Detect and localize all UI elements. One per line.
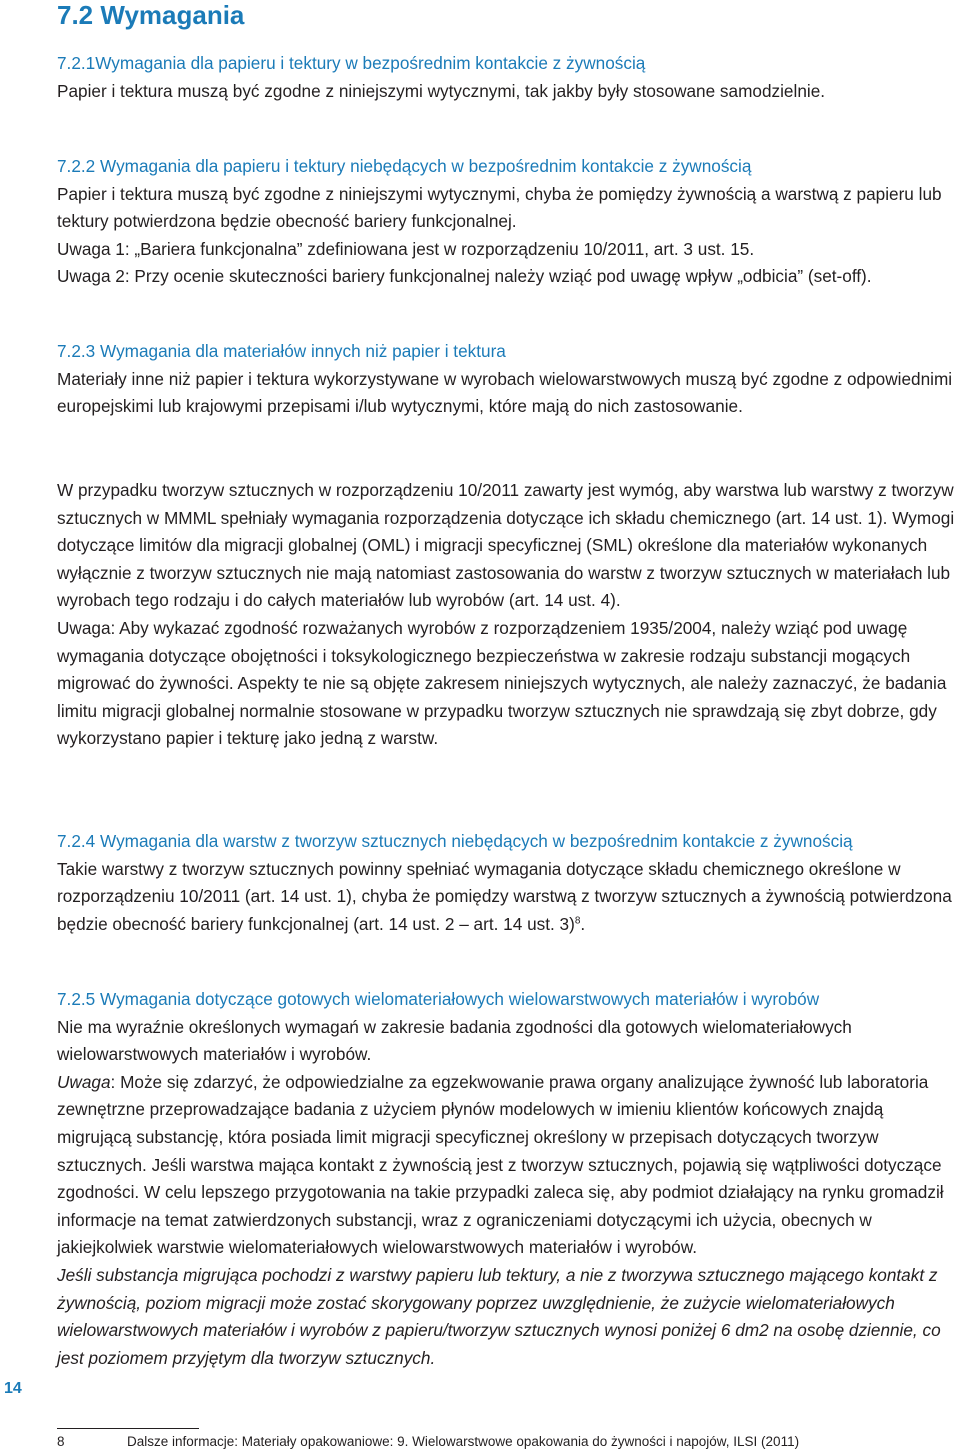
footnote-divider — [57, 1428, 199, 1429]
section-7-2-2-note-2: Uwaga 2: Przy ocenie skuteczności bariery funkcjonalnej należy wziąć pod uwagę wpływ „odbicia” (set-off). — [57, 266, 872, 287]
section-7-2-1 — [57, 50, 957, 105]
section-7-2-2-note-1: Uwaga 1: „Bariera funkcjonalna” zdefiniowana jest w rozporządzeniu 10/2011, art. 3 ust. 15. — [57, 238, 755, 259]
section-7-2-2-heading: 7.2.2 Wymagania dla papieru i tektury niebędących w bezpośrednim kontakcie z żywnością — [57, 156, 752, 176]
section-7-2-2 — [57, 153, 957, 291]
section-7-2-3-note-paragraph: Uwaga: Aby wykazać zgodność rozważanych wyrobów z rozporządzeniem 1935/2004, należy wziąć pod uwagę wymagania dotyczące obojętności i toksykologicznego bezpieczeństwa w zakresie rodzaju substancji mogących migrować do żywności. Aspekty te nie są objęte zakresem niniejszych wytycznych, ale należy zaznaczyć, że badania limitu migracji globalnej normalnie stosowane w przypadku tworzyw sztucznych nie sprawdzają się zbyt dobrze, gdy wykorzystano papier i tekturę jako jedną z warstw. — [57, 617, 947, 749]
section-7-2-4-body — [57, 856, 957, 939]
section-7-2-1-body: Papier i tektura muszą być zgodne z niniejszymi wytycznymi, tak jakby były stosowane samodzielnie. — [57, 80, 826, 101]
section-7-2-3-continued — [57, 477, 957, 753]
section-title: 7.2 Wymagania — [57, 0, 245, 30]
section-7-2-2-body: Papier i tektura muszą być zgodne z niniejszymi wytycznymi, chyba że pomiędzy żywnością a warstwą z papieru lub tektury potwierdzona będzie obecność bariery funkcjonalnej. — [57, 183, 942, 232]
section-7-2-5-heading: 7.2.5 Wymagania dotyczące gotowych wielomateriałowych wielowarstwowych materiałów i wyrobów — [57, 989, 820, 1009]
page-number: 14 — [4, 1380, 22, 1397]
section-7-2-5-note-text: : Może się zdarzyć, że odpowiedzialne za egzekwowanie prawa organy analizujące żywność lub laboratoria zewnętrzne przeprowadzające badania z użyciem płynów modelowych w imieniu klientów końcowych znajdą migrującą substancję, która posiada limit migracji specyficznej określony w przepisach dotyczących tworzyw sztucznych. Jeśli warstwa mająca kontakt z żywnością jest z tworzyw sztucznych, pojawią się wątpliwości dotyczące zgodności. W celu lepszego przygotowania na takie przypadki zaleca się, aby podmiot działający na rynku gromadził informacje na temat zatwierdzonych substancji, wraz z ograniczeniami dotyczącymi ich użycia, obecnych w jakiejkolwiek warstwie wielomateriałowych wielowarstwowych materiałów i wyrobów. — [57, 1071, 944, 1258]
section-7-2-3 — [57, 338, 957, 421]
section-7-2-5-note-label: Uwaga — [57, 1071, 111, 1092]
section-7-2-4 — [57, 828, 957, 938]
footnote — [57, 1433, 799, 1451]
footnote-number: 8 — [57, 1434, 65, 1449]
section-7-2-5-italic-paragraph: Jeśli substancja migrująca pochodzi z warstwy papieru lub tektury, a nie z tworzywa sztucznego mającego kontakt z żywnością, poziom migracji może zostać skorygowany poprzez uwzględnienie, że zużycie wielomateriałowych wielowarstwowych materiałów i wyrobów z papieru/tworzyw sztucznych wynosi poniżej 6 dm2 na osobę dziennie, co jest poziomem przyjętym dla tworzyw sztucznych. — [57, 1264, 941, 1368]
section-7-2-4-body-end: . — [580, 913, 586, 934]
section-7-2-5-body: Nie ma wyraźnie określonych wymagań w zakresie badania zgodności dla gotowych wielomateriałowych wielowarstwowych materiałów i wyrobów. — [57, 1016, 852, 1065]
section-7-2-3-plastics-paragraph: W przypadku tworzyw sztucznych w rozporządzeniu 10/2011 zawarty jest wymóg, aby warstwa lub warstwy z tworzyw sztucznych w MMML spełniały wymagania rozporządzenia dotyczące ich składu chemicznego (art. 14 ust. 1). Wymogi dotyczące limitów dla migracji globalnej (OML) i migracji specyficznej (SML) określone dla materiałów wykonanych wyłącznie z tworzyw sztucznych nie mają natomiast zastosowania do warstw z tworzyw sztucznych w materiałach lub wyrobach tego rodzaju i do całych materiałów lub wyrobów (art. 14 ust. 4). — [57, 480, 955, 611]
section-7-2-4-heading: 7.2.4 Wymagania dla warstw z tworzyw sztucznych niebędących w bezpośrednim kontakcie z żywnością — [57, 831, 853, 851]
section-7-2-5 — [57, 986, 957, 1372]
section-7-2-3-heading: 7.2.3 Wymagania dla materiałów innych niż papier i tektura — [57, 341, 506, 361]
section-7-2-1-heading: 7.2.1Wymagania dla papieru i tektury w bezpośrednim kontakcie z żywnością — [57, 53, 646, 73]
footnote-text: Dalsze informacje: Materiały opakowaniowe: 9. Wielowarstwowe opakowania do żywności i napojów, ILSI (2011) — [127, 1434, 800, 1449]
footnote-reference: 8 — [574, 915, 581, 927]
section-7-2-5-note — [57, 1069, 957, 1262]
section-7-2-4-body-text: Takie warstwy z tworzyw sztucznych powinny spełniać wymagania dotyczące składu chemicznego określone w rozporządzeniu 10/2011 (art. 14 ust. 1), chyba że pomiędzy warstwą z tworzyw sztucznych a żywnością potwierdzona będzie obecność bariery funkcjonalnej (art. 14 ust. 2 – art. 14 ust. 3) — [57, 858, 952, 934]
section-7-2-3-body: Materiały inne niż papier i tektura wykorzystywane w wyrobach wielowarstwowych muszą być zgodne z odpowiednimi europejskimi lub krajowymi przepisami i/lub wytycznymi, które mają do nich zastosowanie. — [57, 368, 953, 417]
